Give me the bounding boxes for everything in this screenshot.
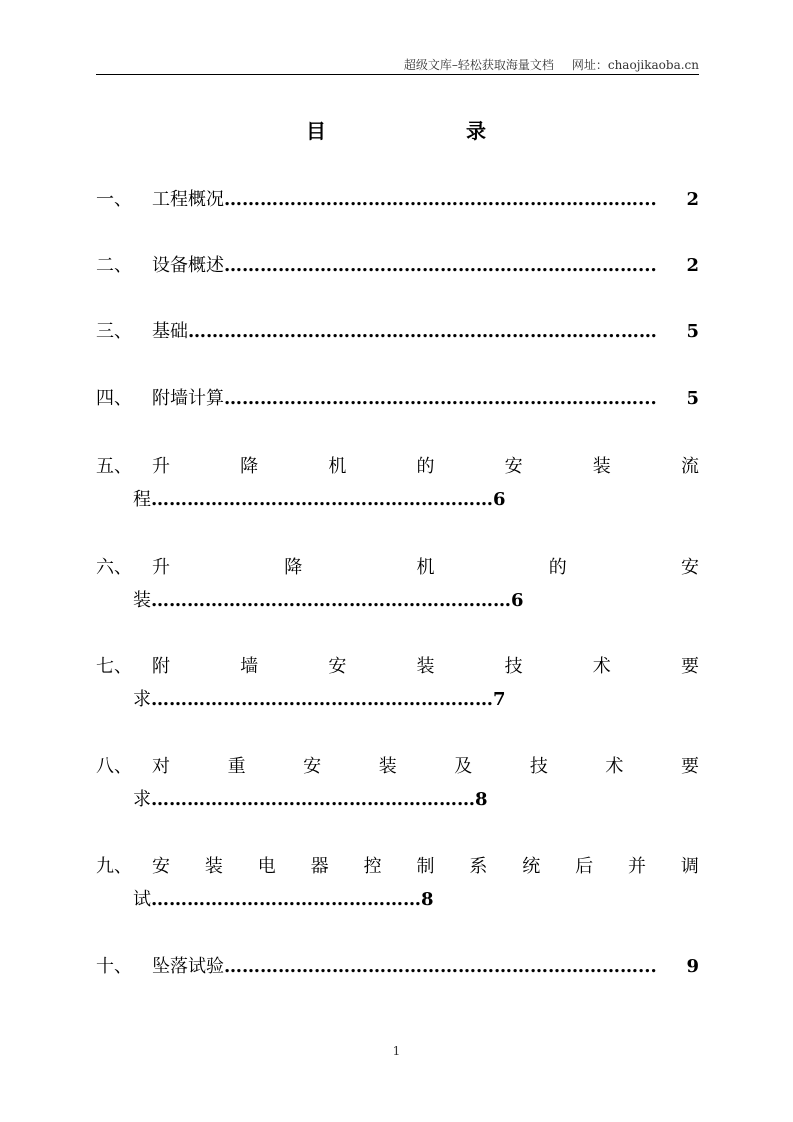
toc-entry-9[interactable] <box>96 855 699 879</box>
toc-entry-5-continuation[interactable]: 程…………………………………………………6 <box>133 489 506 510</box>
toc-entry-6-continuation[interactable]: 装……………………………………………………6 <box>133 590 524 611</box>
toc-page: 5 <box>686 321 699 342</box>
toc-page: 7 <box>493 689 506 710</box>
toc-entry-9-continuation[interactable]: 试………………………………………8 <box>133 889 434 910</box>
toc-entry-3[interactable] <box>96 320 699 344</box>
toc-label-line1: 升 降 机 的 安 <box>152 557 699 578</box>
toc-number: 七、 <box>96 656 132 677</box>
title-char-1: 目 <box>306 119 326 143</box>
toc-page: 5 <box>686 388 699 409</box>
toc-number: 二、 <box>96 255 132 276</box>
toc-label-line1: 升 降 机 的 安 装 流 <box>152 456 699 477</box>
toc-label: 坠落试验……………………………………………………………... <box>152 956 657 977</box>
toc-entry-7-continuation[interactable]: 求…………………………………………………7 <box>133 689 506 710</box>
toc-label-line1: 安 装 电 器 控 制 系 统 后 并 调 <box>152 856 699 877</box>
header-site-name: 超级文库–轻松获取海量文档 <box>403 58 554 72</box>
toc-entry-4[interactable] <box>96 387 699 411</box>
toc-entry-8-continuation[interactable]: 求………………………………………………8 <box>133 789 488 810</box>
toc-entry-10[interactable] <box>96 955 699 979</box>
toc-entry-8[interactable] <box>96 755 699 779</box>
toc-label: 基础……………………………………………………………...…… <box>152 321 657 342</box>
title-char-2: 录 <box>466 119 486 143</box>
toc-page: 6 <box>511 590 524 611</box>
toc-label: 设备概述……………………………………………………………... <box>152 255 657 276</box>
page-header <box>96 56 699 74</box>
toc-label-line1: 附 墙 安 装 技 术 要 <box>152 656 699 677</box>
toc-page: 8 <box>421 889 434 910</box>
toc-page: 2 <box>686 189 699 210</box>
toc-label: 附墙计算……………………………………………………………... <box>152 388 657 409</box>
toc-number: 十、 <box>96 956 132 977</box>
toc-page: 8 <box>475 789 488 810</box>
toc-number: 五、 <box>96 456 132 477</box>
toc-page: 6 <box>493 489 506 510</box>
toc-number: 八、 <box>96 756 132 777</box>
page-number: 1 <box>392 1044 401 1058</box>
toc-entry-5[interactable] <box>96 455 699 479</box>
toc-number: 一、 <box>96 189 132 210</box>
toc-number: 三、 <box>96 321 132 342</box>
toc-number: 六、 <box>96 557 132 578</box>
header-url: 网址：chaojikaoba.cn <box>571 58 699 72</box>
page-title <box>0 115 793 145</box>
toc-page: 9 <box>686 956 699 977</box>
header-rule <box>96 74 699 75</box>
toc-entry-6[interactable] <box>96 556 699 580</box>
toc-label-line1: 对 重 安 装 及 技 术 要 <box>152 756 699 777</box>
toc-entry-2[interactable] <box>96 254 699 278</box>
toc-entry-1[interactable] <box>96 188 699 212</box>
toc-number: 四、 <box>96 388 132 409</box>
toc-number: 九、 <box>96 856 132 877</box>
toc-label: 工程概况……………………………………………………………... <box>152 189 657 210</box>
toc-entry-7[interactable] <box>96 655 699 679</box>
toc-page: 2 <box>686 255 699 276</box>
